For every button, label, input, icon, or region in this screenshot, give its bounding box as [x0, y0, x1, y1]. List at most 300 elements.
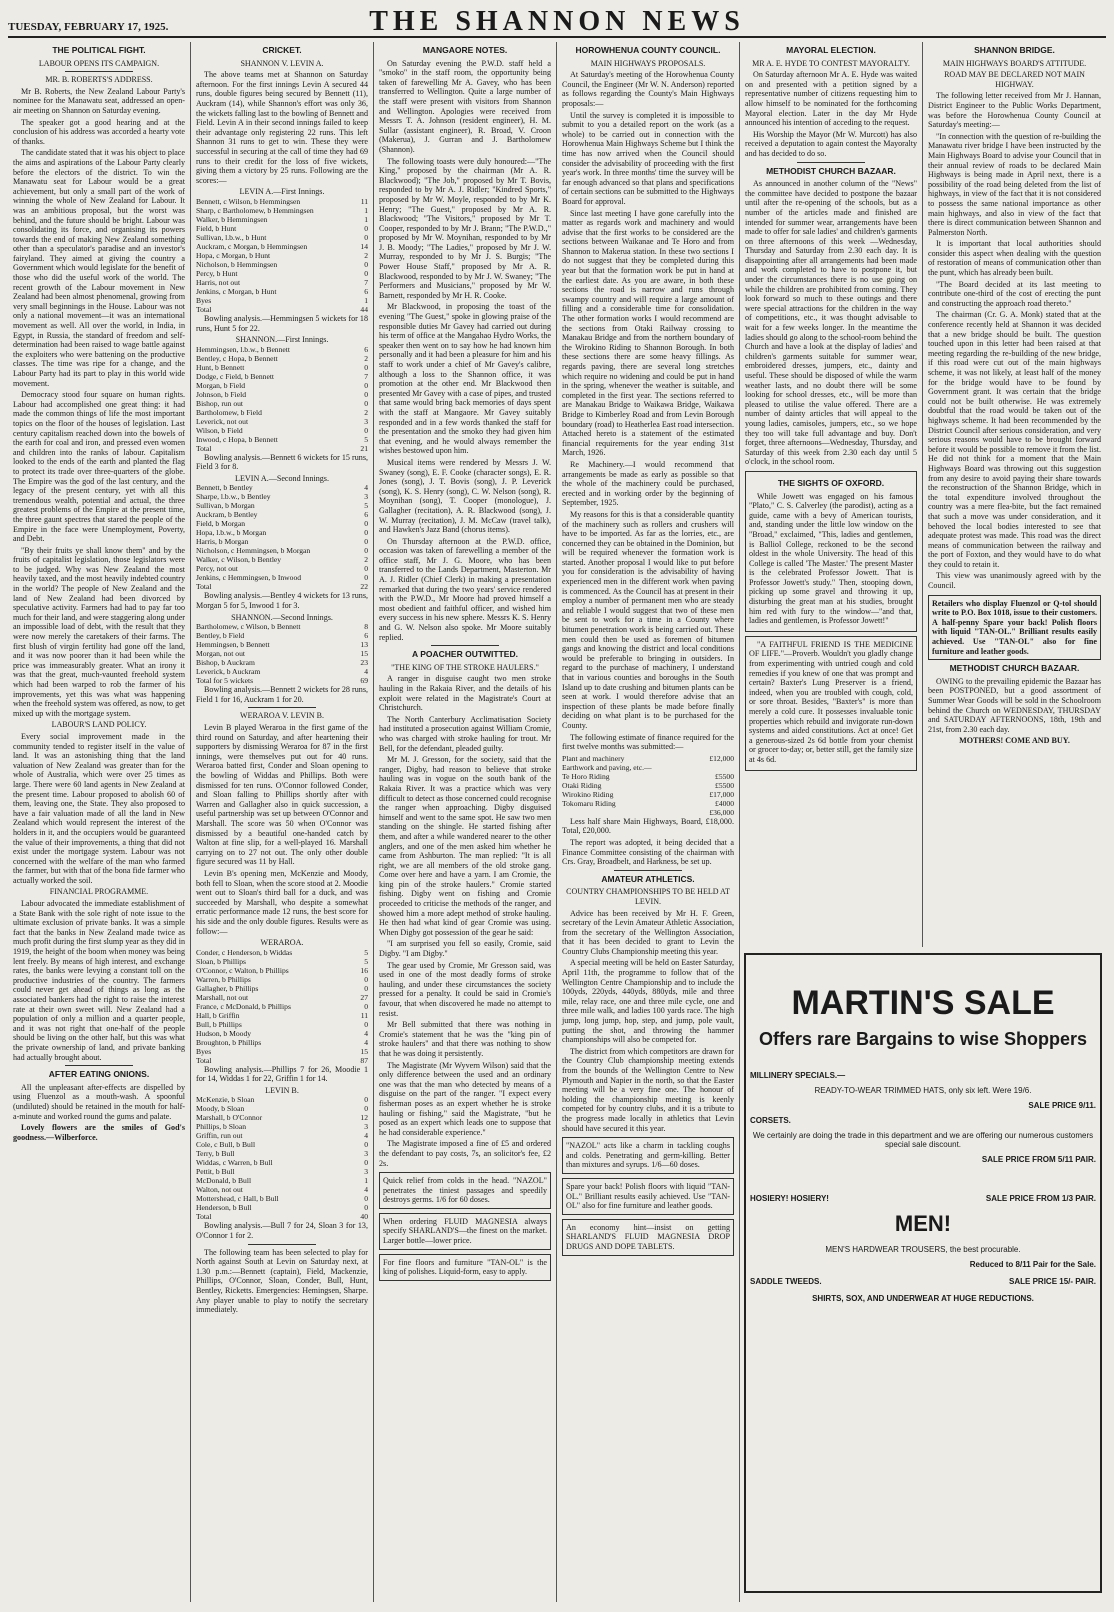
- bowling-analysis: Bowling analysis.—Bentley 4 wickets for 13 runs, Morgan 5 for 5, Inwood 1 for 3.: [196, 591, 368, 611]
- article-paragraph: It is important that local authorities should consider this aspect when dealing with the question of restoration of means of communication other than the punt, which has already been built.: [928, 239, 1101, 278]
- table-row: [196, 1002, 368, 1011]
- divider: [431, 645, 500, 646]
- mayoral-subheading: MR A. E. HYDE TO CONTEST MAYORALTY.: [752, 58, 910, 68]
- row-label: Earthwork and paving, etc.—: [562, 762, 652, 772]
- scorecard-title: SHANNON.—First Innings.: [235, 335, 329, 345]
- table-row: [196, 528, 368, 537]
- row-label: Wilson, b Field: [196, 425, 243, 435]
- row-value: 0: [364, 1158, 368, 1168]
- political-subheading-2: MR. B. ROBERTS'S ADDRESS.: [45, 75, 153, 85]
- row-value: 4: [364, 1037, 368, 1047]
- scorecard-title: LEVIN B.: [265, 1085, 299, 1095]
- table-row: [196, 224, 368, 233]
- row-value: 0: [364, 974, 368, 984]
- row-label: Dodge, c Field, b Bennett: [196, 371, 275, 381]
- article-paragraph: Mr M. J. Gresson, for the society, said that the ranger, Digby, had reason to believe that stroke hauling was in vogue on the south bank of the Rakaia River. It was a practice which was very difficult to detect as those concerned could recognise the ranger when approaching. Digby disguised himself and went to the same spot. He saw two men standing on the shingle. He started fishing after them, and after a while wandered nearer to the other anglers, and one of the men asked him whether he came from Ashburton. The man replied: "It is all right, we are all members of the old stroke gang. Come over here and have a yarn. I am Cromie, the king pin of the stroke haulers." Cromie started fishing. Digby went on fishing and Cromie proceeded to criticise the methods of the ranger, and showed him a more adept method of stroke hauling. He then had what kind of gear Cromie was using. When Digby got possession of the gear he said:: [379, 755, 551, 937]
- table-row: [196, 555, 368, 564]
- row-label: Hemmingsen, b Bennett: [196, 640, 270, 650]
- table-row: [196, 1185, 368, 1194]
- row-label: Leverick, not out: [196, 416, 249, 426]
- row-label: Sharpe, l.b.w., b Bentley: [196, 492, 271, 502]
- row-label: Sullivan, l.b.w., b Hunt: [196, 232, 267, 242]
- row-value: 14: [360, 241, 368, 251]
- article-paragraph: Labour advocated the immediate establishment of a State Bank with the sole right of note issue to the ultimate exclusion of private banks. It was a simple fact that the banks in New Zealand made twice as much profit during the first slump year as they did in 1919, the height of the boom when money was being lent freely. By means of high interest, and exchange rates, the banks were levying a constant toll on the productive industries of the country. The farmers could never get ahead of things as long as the associated bankers had the right to raise the interest rate at their own sweet will. New Zealand had a population of only a million and a quarter people, and it was not right that one-half of the people should be living on the other half, but this was what the private ownership of land, and private banking had actually brought about.: [13, 899, 185, 1062]
- row-value: 4: [364, 483, 368, 493]
- row-label: Cole, c Bull, b Bull: [196, 1140, 256, 1150]
- table-row: [196, 1158, 368, 1167]
- financial-subheading: FINANCIAL PROGRAMME.: [49, 887, 149, 897]
- table-row: [196, 390, 368, 399]
- table-row: [196, 278, 368, 287]
- table-row: [196, 372, 368, 381]
- article-paragraph: The following estimate of finance required for the first twelve months was submitted:—: [562, 732, 734, 752]
- table-row: [196, 215, 368, 224]
- row-value: 0: [364, 223, 368, 233]
- scorecard-title: LEVIN A.—Second Innings.: [235, 473, 329, 483]
- row-value: 0: [364, 425, 368, 435]
- table-row: [196, 287, 368, 296]
- oxford-box: [745, 471, 917, 632]
- row-value: 0: [364, 398, 368, 408]
- row-value: 0: [364, 1203, 368, 1213]
- table-row: [196, 564, 368, 573]
- friend-text: "A FAITHFUL FRIEND IS THE MEDICINE OF LIFE."—Proverb. Wouldn't you gladly change from experimenting with untried cough and cold remedies if you knew of one that was prompt and certain? Baxter's Lung Preserver is a friend, indeed, when you are troubled with cough, cold, or sore throat. Besides, "Baxter's" is more than merely a cold cure. It possesses invaluable tonic properties which rebuild and invigorate run-down systems and aided constitutions. Act at once! Get a generous-sized 2s 6d bottle from your chemist or grocer to-day; or, better still, get the family size at 4s 6d.: [749, 639, 913, 764]
- hosiery-price: SALE PRICE FROM 1/3 PAIR.: [985, 1194, 1096, 1203]
- row-value: 3: [364, 1167, 368, 1177]
- divider: [248, 707, 317, 708]
- table-row: [196, 1029, 368, 1038]
- table-row: [196, 1167, 368, 1176]
- row-label: Terry, b Bull: [196, 1149, 235, 1159]
- row-label: Percy, b Hunt: [196, 268, 238, 278]
- row-label: Mottershead, c Hall, b Bull: [196, 1194, 279, 1204]
- row-label: Marshall, not out: [196, 992, 249, 1002]
- trousers-price: Reduced to 8/11 Pair for the Sale.: [969, 1260, 1096, 1269]
- row-value: 44: [360, 304, 368, 314]
- row-value: 0: [364, 259, 368, 269]
- table-row: [196, 957, 368, 966]
- bridge-subheading: MAIN HIGHWAYS BOARD'S ATTITUDE.: [942, 58, 1087, 68]
- article-paragraph: The chairman (Cr. G. A. Monk) stated that at the conference recently held at Shannon it was decided that a new bridge should be built. The question touched upon in this letter had been raised at that meeting regarding the re-building of the new bridge, if this road were cut out of the main highways scheme, it was not likely, at least half of the money for the bridge would have to be found by Government grant. It was certain that the bridge could not be built otherwise. He was extremely doubtful that the road would be taken out of the highways scheme. It had been recommended by the District Council after serious consideration, and very serious reasons would have to be brought forward before it would be possible to remove it from the list. He did not think for a moment that the Main Highways Board was throwing out this suggestion from any desire to avoid paying their share towards the reconstruction of the Shannon Bridge, which in the total expenditure involved throughout the country was a mere flea-bite, but the fact remained that such a move was under consideration, and it behoved the local bodies interested to see that adequate protest was made. This road was the direct means of communication between the railway and the port of Foxton, and they would have to do what they could to retain it.: [928, 310, 1101, 569]
- row-value: 6: [364, 344, 368, 354]
- nazol-ad: "NAZOL" acts like a charm in tackling coughs and colds. Penetrating and germ-killing. Better than mixtures and syrups. 1/6—60 doses.: [562, 1137, 734, 1174]
- row-value: 11: [360, 1010, 368, 1020]
- row-label: Total: [196, 582, 212, 592]
- hats-text: READY-TO-WEAR TRIMMED HATS, only six left. Were 19/6.: [814, 1086, 1032, 1095]
- table-row: [196, 296, 368, 305]
- row-value: 3: [364, 1149, 368, 1159]
- row-label: Nicholson, c Hemmingsen, b Morgan: [196, 546, 311, 556]
- cricket-subheading: SHANNON V. LEVIN A.: [240, 58, 324, 68]
- row-value: 87: [360, 1055, 368, 1065]
- report-adopted: The report was adopted, it being decided that a Finance Committee consisting of the chairman with Crs. Gray, Broadbelt, and Harkness, be set up.: [562, 837, 734, 867]
- article-paragraph: Until the survey is completed it is impossible to submit to you a detailed report on the work (as a whole) to be carried out in connection with the Horowhenua Main Highways Scheme but I think the time has now arrived when the Council should consider the advisability of proceeding with the first year's work. In three months' time the survey will be far enough advanced so that plans and specifications of certain sections can be submitted to the Highways Board for approval.: [562, 110, 734, 206]
- row-value: 5: [364, 434, 368, 444]
- table-row: [196, 667, 368, 676]
- men-heading: MEN!: [894, 1211, 952, 1236]
- row-value: 0: [364, 573, 368, 583]
- column-cricket: [191, 42, 374, 1602]
- table-row: [196, 676, 368, 685]
- scorecard: [196, 948, 368, 1065]
- divider: [65, 1065, 134, 1066]
- table-row: [196, 501, 368, 510]
- table-row: [196, 1038, 368, 1047]
- council-subheading: MAIN HIGHWAYS PROPOSALS.: [590, 58, 706, 68]
- row-value: 0: [364, 519, 368, 529]
- row-value: 11: [360, 196, 368, 206]
- row-label: Henderson, b Bull: [196, 1203, 252, 1213]
- bazaar-ad-text: OWING to the prevailing epidemic the Bazaar has been POSTPONED, but a good assortment of Summer Wear Goods will be sold in the Schoolroom behind the Church on WEDNESDAY, THURSDAY and SATURDAY AFTERNOONS, 18th, 19th and 21st, from 2.30 each day.: [928, 676, 1101, 734]
- article-paragraph: His Worship the Mayor (Mr W. Murcott) has also received a deputation to again contest the Mayoralty and has decided to do so.: [745, 129, 917, 158]
- weraroa-results: Levin B's opening men, McKenzie and Moody, both fell to Sloan, when the score stood at 2. Moodie went out to Sloan's third ball for a duck, and was succeeded by Marshall, who despite a somewhat erratic performance made 12 runs, the best score for his side and the only double figures. Results were as follow:—: [196, 868, 368, 936]
- article-paragraph: On Saturday afternoon Mr A. E. Hyde was waited on and presented with a petition signed by a representative number of citizens requesting him to allow himself to be nominated for the forthcoming Mayoral election. Later in the day Mr Hyde announced his intention of acceding to the request.: [745, 70, 917, 128]
- article-paragraph: The gear used by Cromie, Mr Gresson said, was used in one of the most deadly forms of stroke hauling, and under these circumstances the society pressed for a penalty. It could be said in Cromie's favour, that when discovered he made no attempt to resist.: [379, 960, 551, 1018]
- right-section: [740, 42, 1106, 1602]
- row-value: 0: [364, 546, 368, 556]
- table-row: [196, 546, 368, 555]
- table-row: [196, 363, 368, 372]
- article-paragraph: Re Machinery.—I would recommend that arrangements be made as early as possible so that the whole of the machinery could be purchased, erected and in working order by the beginning of September, 1925.: [562, 459, 734, 508]
- masthead: [8, 6, 1106, 38]
- article-paragraph: Democracy stood four square on human rights. Labour had accomplished one great thing: it had made the common things of life the most important topics on the floor of the houses of legislation. Last century capitalism reached down into the bowels of the earth for coal and iron, and pressed even women and children into the ranks of labour. Capitalism looked to the ends of the earth and planted the flag to protect its trade over three-quarters of the globe. The Empire was the god of the last century, and the legacy of the present century, yet with all this tremendous wealth, potential and actual, the three greatest problems of the Empire at the present time, the three gaunt spectres that stared the people of the Empire in the face were Unemployment, Poverty, and Debt.: [13, 390, 185, 544]
- row-label: Widdas, c Warren, b Bull: [196, 1158, 273, 1168]
- political-subheading: LABOUR OPENS ITS CAMPAIGN.: [38, 58, 160, 68]
- bridge-subheading-2: ROAD MAY BE DECLARED NOT MAIN HIGHWAY.: [944, 70, 1085, 89]
- scorecard: [196, 1095, 368, 1221]
- article-paragraph: The following letter received from Mr J. Hannan, District Engineer to the Public Works Department, was before the Horowhenua County Council at Saturday's meeting:—: [928, 91, 1101, 130]
- oxford-heading: THE SIGHTS OF OXFORD.: [777, 477, 885, 488]
- row-label: Conder, c Henderson, b Widdas: [196, 947, 293, 957]
- table-row: [196, 242, 368, 251]
- row-value: 0: [364, 537, 368, 547]
- row-value: 2: [364, 250, 368, 260]
- table-row: [196, 269, 368, 278]
- bowling-analysis: Bowling analysis.—Bull 7 for 24, Sloan 3 for 13, O'Connor 1 for 2.: [196, 1221, 368, 1241]
- row-label: Field, b Hunt: [196, 223, 237, 233]
- table-row: [196, 206, 368, 215]
- table-row: [196, 631, 368, 640]
- tanol-ad: For fine floors and furniture "TAN-OL" is the king of polishes. Liquid-form, easy to apply.: [379, 1254, 551, 1281]
- row-label: Tokomaru Riding: [562, 798, 616, 808]
- column-bridge: [923, 42, 1106, 947]
- table-row: [196, 1095, 368, 1104]
- row-value: £12,000: [709, 753, 734, 763]
- row-label: Hemmingsen, l.b.w., b Bennett: [196, 344, 290, 354]
- row-value: £5500: [715, 780, 734, 790]
- row-value: 0: [364, 1140, 368, 1150]
- row-label: Griffin, run out: [196, 1131, 243, 1141]
- table-row: [196, 1149, 368, 1158]
- row-value: 0: [364, 983, 368, 993]
- table-row: [196, 492, 368, 501]
- row-value: 3: [364, 416, 368, 426]
- table-row: [196, 399, 368, 408]
- article-paragraph: "By their fruits ye shall know them" and by the fruits of capitalist legislation, those legislators were to be judged. Why was New Zealand the most heavily taxed, and the most heavily indebted country in the world? The people of New Zealand and the land of New Zealand had been divorced by speculative activity. Farmers had had to pay far too much for their land, and were staggering along under an impossible load of debt, with the result that they were now merely the caretakers of their farms. The first blush of virgin fertility had gone off the land, and it was now poorer than it had been while the price was immeasurably greater. What an irony it was that the great, much-vaunted freehold system which had been warped to rob the farmer of his improvements, yet this was what was happening when the freehold system was offered, as now, to get mixed up with the mortgage system.: [13, 545, 185, 718]
- article-paragraph: The speaker got a good hearing and at the conclusion of his address was accorded a hearty vote of thanks.: [13, 117, 185, 146]
- row-value: 5: [364, 956, 368, 966]
- row-label: O'Connor, c Walton, b Phillips: [196, 965, 289, 975]
- column-mangaore: [374, 42, 557, 1602]
- table-row: [562, 772, 734, 781]
- row-label: Inwood, c Hopa, b Bennett: [196, 434, 278, 444]
- row-value: 1: [364, 205, 368, 215]
- article-paragraph: "I am surprised you fell so easily, Cromie, said Digby. "I am Digby.": [379, 939, 551, 959]
- divider: [65, 71, 134, 72]
- table-row: [196, 510, 368, 519]
- row-value: 1: [364, 1176, 368, 1186]
- row-value: 1: [364, 214, 368, 224]
- table-row: [196, 1212, 368, 1221]
- article-paragraph: Musical items were rendered by Messrs J. W. Swaney (song), E. F. Cooke (character songs), E. R. Jones (song), J. T. Bovis (song), J. P. Leverick (song), K. S. Henry (song), C. W. Nelson (song), R. Moynihan (song), T. Cooper (monologue), J. Gallagher (recitation), A. R. Blackwood (song), J. W. Murray (recitation), J. M. McCaw (travel talk), and Hawken's Jazz Band (chorus items).: [379, 457, 551, 535]
- scorecard-title: WERAROA.: [260, 938, 304, 948]
- table-row: [196, 1131, 368, 1140]
- row-value: 8: [364, 622, 368, 632]
- hosiery-line: [750, 1194, 1096, 1203]
- onions-text: All the unpleasant after-effects are dispelled by using Fluenzol as a mouth-wash. A spoonful (undiluted) should be retained in the mouth for half-a-minute and worked round the gums and palate.: [13, 1082, 185, 1121]
- row-label: Total for 5 wickets: [196, 676, 254, 686]
- row-label: Warren, b Phillips: [196, 974, 251, 984]
- bazaar-ad-heading: METHODIST CHURCH BAZAAR.: [949, 663, 1080, 674]
- table-row: [196, 426, 368, 435]
- row-label: Bennett, c Wilson, b Hemmingsen: [196, 196, 301, 206]
- row-label: Walker, c Wilson, b Bentley: [196, 555, 282, 565]
- table-row: [196, 519, 368, 528]
- bowling-analysis: Bowling analysis.—Bennett 6 wickets for 15 runs, Field 3 for 8.: [196, 452, 368, 472]
- scorecard: [196, 345, 368, 453]
- article-paragraph: As announced in another column of the "News" the committee have decided to postpone the bazaar until after the re-opening of the schools, but as a number of the articles made and finished are intended for summer wear, arrangements have been made to offer for sale ladies' and children's garments on three afternoons of this week —Wednesday, Thursday and Saturday from 2.30 each day. It is disappointing after all arrangements had been made and work completed to have to postpone it, but under the circumstances there is no use going on while the children are prohibited from coming. They look forward so much to these outings and there were special attractions for the children in the way of competitions, etc., it was thought advisable to wait for a few weeks longer. In the meantime the ladies should go along to the school-room behind the Church and have a look at the display of ladies' and children's garments suitable for summer wear, embroidered dresses, jumpers, etc., dainty and useful. These should be disposed of while the warm weather lasts, and no doubt there will be some looking for school dresses, etc., will be more than pleased to utilise the value offered. There are a number of dainty articles that will appeal to the young ladies, camisoles, jumpers, etc., so we hope they too will take full advantage and buy. Don't forget, three afternoons—Wednesday, Thursday, and Saturday of this week from 2.30 each day until 5 o'clock, in the school room.: [745, 179, 917, 467]
- bazaar-heading: METHODIST CHURCH BAZAAR.: [766, 165, 896, 176]
- scorecard-title: LEVIN A.—First Innings.: [239, 187, 325, 197]
- onions-heading: AFTER EATING ONIONS.: [48, 1069, 150, 1080]
- table-row: [196, 1140, 368, 1149]
- row-value: 3: [364, 1122, 368, 1132]
- weraroa-subheading: WERAROA V. LEVIN B.: [240, 711, 324, 721]
- scorecard: [196, 483, 368, 591]
- table-row: [196, 1176, 368, 1185]
- row-label: Bentley, c Hopa, b Bennett: [196, 353, 278, 363]
- row-label: Total: [196, 304, 212, 314]
- table-row: [196, 658, 368, 667]
- weraroa-intro: Levin B played Weraroa in the first game of the third round on Saturday, and after heartening their supporters by dismissing Weraroa for 87 in the first innings, were themselves put out for 40 runs. Weraroa batted first, Conder and Sloan opening to the bowling of Widdas and Phillips. Both were dismissed for ten runs. O'Connor followed Conder, and Sloan falling to Phillips shortly after with Warren and Gallagher also in quick succession, a useful partnership was set up between O'Connor and Marshall. The score was 50 when O'Connor was dismissed by a beautiful one-handed catch by Walton at fine slip, for a well-played 16. Marshall carrying on to 27 not out. The only other double figure secured was 11 by Hall.: [196, 723, 368, 867]
- table-row: [196, 640, 368, 649]
- bowling-analysis: Bowling analysis.—Hemmingsen 5 wickets for 18 runs, Hunt 5 for 22.: [196, 313, 368, 333]
- table-row: [196, 417, 368, 426]
- table-row: [196, 984, 368, 993]
- row-label: Auckram, b Bentley: [196, 510, 258, 520]
- table-row: [196, 966, 368, 975]
- row-label: Plant and machinery: [562, 753, 625, 763]
- row-label: Field, b Morgan: [196, 519, 246, 529]
- table-row: [196, 1122, 368, 1131]
- finance-note: Less half share Main Highways, Board, £18,000. Total, £20,000.: [562, 816, 734, 836]
- right-upper: [740, 42, 1106, 947]
- row-label: McDonald, b Bull: [196, 1176, 252, 1186]
- row-value: 1: [364, 295, 368, 305]
- row-label: Harris, not out: [196, 277, 241, 287]
- row-label: Phillips, b Sloan: [196, 1122, 247, 1132]
- column-political: [8, 42, 191, 1602]
- finance-table: [562, 754, 734, 817]
- article-paragraph: On Thursday afternoon at the P.W.D. office, occasion was taken of farewelling a member of the office staff, Mr J. G. Moore, who has been transferred to the Lands Department, Masterton. Mr A. J. Ridler (Chief Clerk) in making a presentation remarked that during the two years' service rendered with the P.W.D., Mr Moore had proved himself a most obedient and faithful officer, and wished him every success in his new sphere. Messrs K. S. Henry and G. W. Nelson also spoke. Mr Moore suitably replied.: [379, 536, 551, 642]
- row-label: Jenkins, c Morgan, b Hunt: [196, 286, 277, 296]
- row-value: 40: [360, 1212, 368, 1222]
- mangaore-heading: MANGAORE NOTES.: [422, 45, 508, 55]
- table-row: [196, 1203, 368, 1212]
- row-label: Total: [196, 443, 212, 453]
- row-value: 5: [364, 501, 368, 511]
- athletics-subheading: COUNTRY CHAMPIONSHIPS TO BE HELD AT LEVIN.: [566, 887, 730, 906]
- row-label: Hudson, b Moody: [196, 1028, 252, 1038]
- table-row: [196, 993, 368, 1002]
- row-value: 4: [364, 1028, 368, 1038]
- article-paragraph: "In connection with the question of re-building the Manawatu river bridge I have been instructed by the Main Highways Board to advise your Council that in their annual review of roads to be declared Main Highways is being made in April next, there is a possibility of the road being deleted from the list of highways, in view of the fact that it is not considered to possess the same national importance as other main highways, and also in view of the fact that there is direct communication between Shannon and Palmerston North.: [928, 131, 1101, 237]
- row-value: 0: [364, 1019, 368, 1029]
- table-row: [562, 781, 734, 790]
- row-value: 69: [360, 676, 368, 686]
- table-row: [196, 1104, 368, 1113]
- table-row: [196, 483, 368, 492]
- divider: [248, 1244, 317, 1245]
- row-value: 27: [360, 992, 368, 1002]
- land-policy-subheading: LABOUR'S LAND POLICY.: [51, 720, 147, 730]
- shirts-text: SHIRTS, SOX, AND UNDERWEAR AT HUGE REDUCTIONS.: [812, 1294, 1034, 1303]
- row-label: Moody, b Sloan: [196, 1104, 245, 1114]
- row-label: Johnson, b Field: [196, 389, 246, 399]
- row-label: Gallagher, b Phillips: [196, 983, 259, 993]
- corsets-price: SALE PRICE FROM 5/11 PAIR.: [981, 1155, 1096, 1164]
- row-label: France, c McDonald, b Phillips: [196, 1001, 291, 1011]
- retailers-ad: Retailers who display Fluenzol or Q-tol should write to P.O. Box 1018, issue to their customers. A half-penny Spare your back! Polish floors with liquid "TAN-OL." Brilliant results easily achieved. Use "TAN-OL" also for fine furniture and leather goods.: [928, 595, 1101, 661]
- row-value: 12: [360, 1113, 368, 1123]
- row-label: Bishop, run out: [196, 398, 244, 408]
- row-label: Bartholomew, b Field: [196, 407, 262, 417]
- row-value: 4: [364, 1185, 368, 1195]
- row-label: Auckram, c Morgan, b Hemmingsen: [196, 241, 308, 251]
- table-row: [562, 808, 734, 817]
- millinery-heading: MILLINERY SPECIALS.—: [750, 1071, 846, 1080]
- scorecard: [196, 197, 368, 314]
- table-row: [196, 408, 368, 417]
- cricket-heading: CRICKET.: [262, 45, 302, 55]
- bowling-analysis: Bowling analysis.—Bennett 2 wickets for 28 runs, Field 1 for 16, Auckram 1 for 20.: [196, 685, 368, 704]
- row-label: Bartholomew, c Wilson, b Bennett: [196, 622, 301, 632]
- table-row: [196, 537, 368, 546]
- table-row: [562, 754, 734, 763]
- row-value: 16: [360, 965, 368, 975]
- row-value: £5500: [715, 771, 734, 781]
- table-row: [562, 790, 734, 799]
- row-label: Harris, b Morgan: [196, 537, 249, 547]
- athletics-heading: AMATEUR ATHLETICS.: [601, 873, 695, 884]
- row-label: Broughton, b Phillips: [196, 1037, 262, 1047]
- row-value: 5: [364, 947, 368, 957]
- row-label: Wirokino Riding: [562, 789, 614, 799]
- row-label: Jenkins, c Hemmingsen, b Inwood: [196, 573, 302, 583]
- row-value: 0: [364, 362, 368, 372]
- row-label: Byes: [196, 1046, 212, 1056]
- table-row: [196, 1056, 368, 1065]
- tanol-ad: Spare your back! Polish floors with liquid "TAN-OL." Brilliant results easily achieved. Use "TAN-OL" also for fine furniture and leather goods.: [562, 1178, 734, 1215]
- table-row: [196, 582, 368, 591]
- table-row: [562, 763, 734, 772]
- table-row: [196, 354, 368, 363]
- hosiery-heading: HOSIERY! HOSIERY!: [750, 1194, 829, 1203]
- table-row: [196, 975, 368, 984]
- row-value: 15: [360, 1046, 368, 1056]
- tweeds-heading: SADDLE TWEEDS.: [750, 1277, 822, 1286]
- table-row: [196, 1194, 368, 1203]
- corsets-text: We certainly are doing the trade in this department and we are offering our numerous customers special sale discount.: [752, 1131, 1094, 1149]
- row-label: McKenzie, b Sloan: [196, 1095, 255, 1105]
- mayoral-heading: MAYORAL ELECTION.: [786, 45, 876, 55]
- article-paragraph: At Saturday's meeting of the Horowhenua County Council, the Engineer (Mr W. N. Anderson) reported as follows regarding the County's Main Highways proposals:—: [562, 70, 734, 108]
- column-mayoral: [740, 42, 923, 947]
- divider: [797, 162, 866, 163]
- article-paragraph: On Saturday evening the P.W.D. staff held a "smoko" in the staff room, the opportunity being taken of farewelling Mr A. Gavey, who has been transferred to Wellington. Quite a large number of the staff were present with visitors from Shannon and Wellington. Apologies were received from Messrs T. A. Johnson (resident engineer), H. M. Sullar (assistant engineer), R. Broad, V. Croon (Makerua), J. Gurran and J. Bartholomew (Shannon).: [379, 58, 551, 154]
- article-paragraph: The Magistrate (Mr Wyvern Wilson) said that the only difference between the used and an ordinary one was that the man who detected by means of a disguise on the part of the ranger. "I expect every fisherman poses as an expert whether he is stroke hauling or fishing," said the Magistrate, "but he posed as an expert which leads one to suppose that he had considerable experience.": [379, 1060, 551, 1137]
- article-paragraph: This view was unanimously agreed with by the Council.: [928, 571, 1101, 591]
- row-label: Total: [196, 1055, 212, 1065]
- ad-tagline: Offers rare Bargains to wise Shoppers: [758, 1029, 1088, 1049]
- row-value: 23: [360, 658, 368, 668]
- article-paragraph: Mr B. Roberts, the New Zealand Labour Party's nominee for the Manawatu seat, addressed an open-air meeting on Shannon on Saturday evening.: [13, 86, 185, 115]
- table-row: [196, 345, 368, 354]
- row-value: 0: [364, 389, 368, 399]
- row-value: 22: [360, 582, 368, 592]
- table-row: [196, 260, 368, 269]
- magnesia-ad: When ordering FLUID MAGNESIA always specify SHARLAND'S—the finest on the market. Larger bottle—lower price.: [379, 1213, 551, 1250]
- article-paragraph: The district from which competitors are drawn for the Country Club championship meeting extends from the bounds of the Wellington Centre to New Plymouth and Napier in the north, so that the Easter meeting will be a very fine one. The honour of holding the championship meeting is keenly competed for by country clubs, and it is a tribute to the progress made locally in athletics that Levin should have secured it this year.: [562, 1046, 734, 1133]
- article-paragraph: Since last meeting I have gone carefully into the matter as regards work and machinery and would advise that the first works to be considered are the sections between Waikanae and Te Horo and from Shannon to Makerua station. In these two sections I do not suggest that they be completed during this year but that the formation work be put in hand at the earliest date. As you are aware, in both these sections the road is narrow and runs through swampy country and will require a large amount of filling and a considerable time for consolidation. The other formation works I would recommend are the sections from Otaki Railway crossing to Manakau Bridge and from the northern boundary of the Wirokino Riding to Shannon Borough. In both these sections there are some heavy fillings. As regards paving, there are several long stretches which require no widening and could be put in hand in the spring, whenever the weather is suitable, and completed in the first year. The sections referred to are Manakau Bridge to Waikawa Bridge, Waikawa Bridge to Kimberley Road and from Levin Borough boundary (road) to Heatherlea East road intersection. Attached hereto is a statement of the estimated financial requirements for the year ending 31st March, 1926.: [562, 208, 734, 458]
- row-label: Sullivan, b Morgan: [196, 501, 255, 511]
- poacher-heading: A POACHER OUTWITTED.: [412, 649, 518, 660]
- bowling-analysis: Bowling analysis.—Phillips 7 for 26, Moodie 1 for 14, Widdas 1 for 22, Griffin 1 for 14.: [196, 1064, 368, 1084]
- ad-title: MARTIN'S SALE: [791, 984, 1055, 1022]
- row-label: Bentley, b Field: [196, 631, 245, 641]
- article-paragraph: A ranger in disguise caught two men stroke hauling in the Rakaia River, and the details of his exploit were related in the Magistrate's Court at Christchurch.: [379, 674, 551, 713]
- row-value: £4000: [715, 798, 734, 808]
- row-value: 0: [364, 232, 368, 242]
- row-value: 0: [364, 528, 368, 538]
- bridge-heading: SHANNON BRIDGE.: [974, 45, 1055, 55]
- row-value: 15: [360, 649, 368, 659]
- row-value: £36,000: [709, 807, 734, 817]
- row-value: 3: [364, 492, 368, 502]
- row-value: 4: [364, 1131, 368, 1141]
- row-label: Morgan, b Field: [196, 380, 246, 390]
- oxford-text: While Jowett was engaged on his famous "Plato," C. S. Calverley (the parodist), acting as a guide, came with a bevy of American tourists, and, standing under the little low window on the "Broad," exclaimed, "This, ladies and gentlemen, is Balliol College, reckoned to be the second oldest in the whole University. The head of this College is called 'The Master.' The present Master is the celebrated Professor Jowett. That is Professor Jowett's study." Then, stooping down, picking up some gravel and throwing it up, disturbing the great man at his studies, brought him red with fury to the window—"and that, ladies and gentlemen, is Professor Jowett!": [749, 491, 913, 626]
- row-label: Bennett, b Bentley: [196, 483, 253, 493]
- table-row: [196, 573, 368, 582]
- row-value: 2: [364, 407, 368, 417]
- row-value: 0: [364, 1095, 368, 1105]
- column-county-council: [557, 42, 740, 1602]
- row-label: Pettit, b Bull: [196, 1167, 235, 1177]
- divider: [614, 870, 683, 871]
- row-label: Leverick, b Auckram: [196, 667, 261, 677]
- tweeds-line: [750, 1277, 1096, 1286]
- row-value: 6: [364, 631, 368, 641]
- row-value: 6: [364, 286, 368, 296]
- magnesia-ad: An economy hint—insist on getting SHARLAND'S FLUID MAGNESIA DROP DRUGS AND DOPE TABLETS.: [562, 1219, 734, 1256]
- table-row: [196, 381, 368, 390]
- row-label: Hall, b Griffin: [196, 1010, 240, 1020]
- row-label: Byes: [196, 295, 212, 305]
- article-paragraph: Every social improvement made in the community tended to register itself in the value of land. It was an astonishing thing that the land valuation of New Zealand was greater than for the whole of Australia, which were over 25 times as large. There were 60 land agents in New Zealand at the present time. Labour proposed to abolish 60 of them, leaving one, the State. They also proposed to have a fair valuation made of all the land in New Zealand which would represent the interest of the holders in it, and the occupiers would be guaranteed the value of their improvements, a thing that did not exist under the mortgage system. Labour was not concerned with the welfare of the man who farmed the farmer, but with that of the bona fide farmer who actually worked the soil.: [13, 731, 185, 885]
- table-row: [196, 622, 368, 631]
- council-heading: HOROWHENUA COUNTY COUNCIL.: [575, 45, 721, 55]
